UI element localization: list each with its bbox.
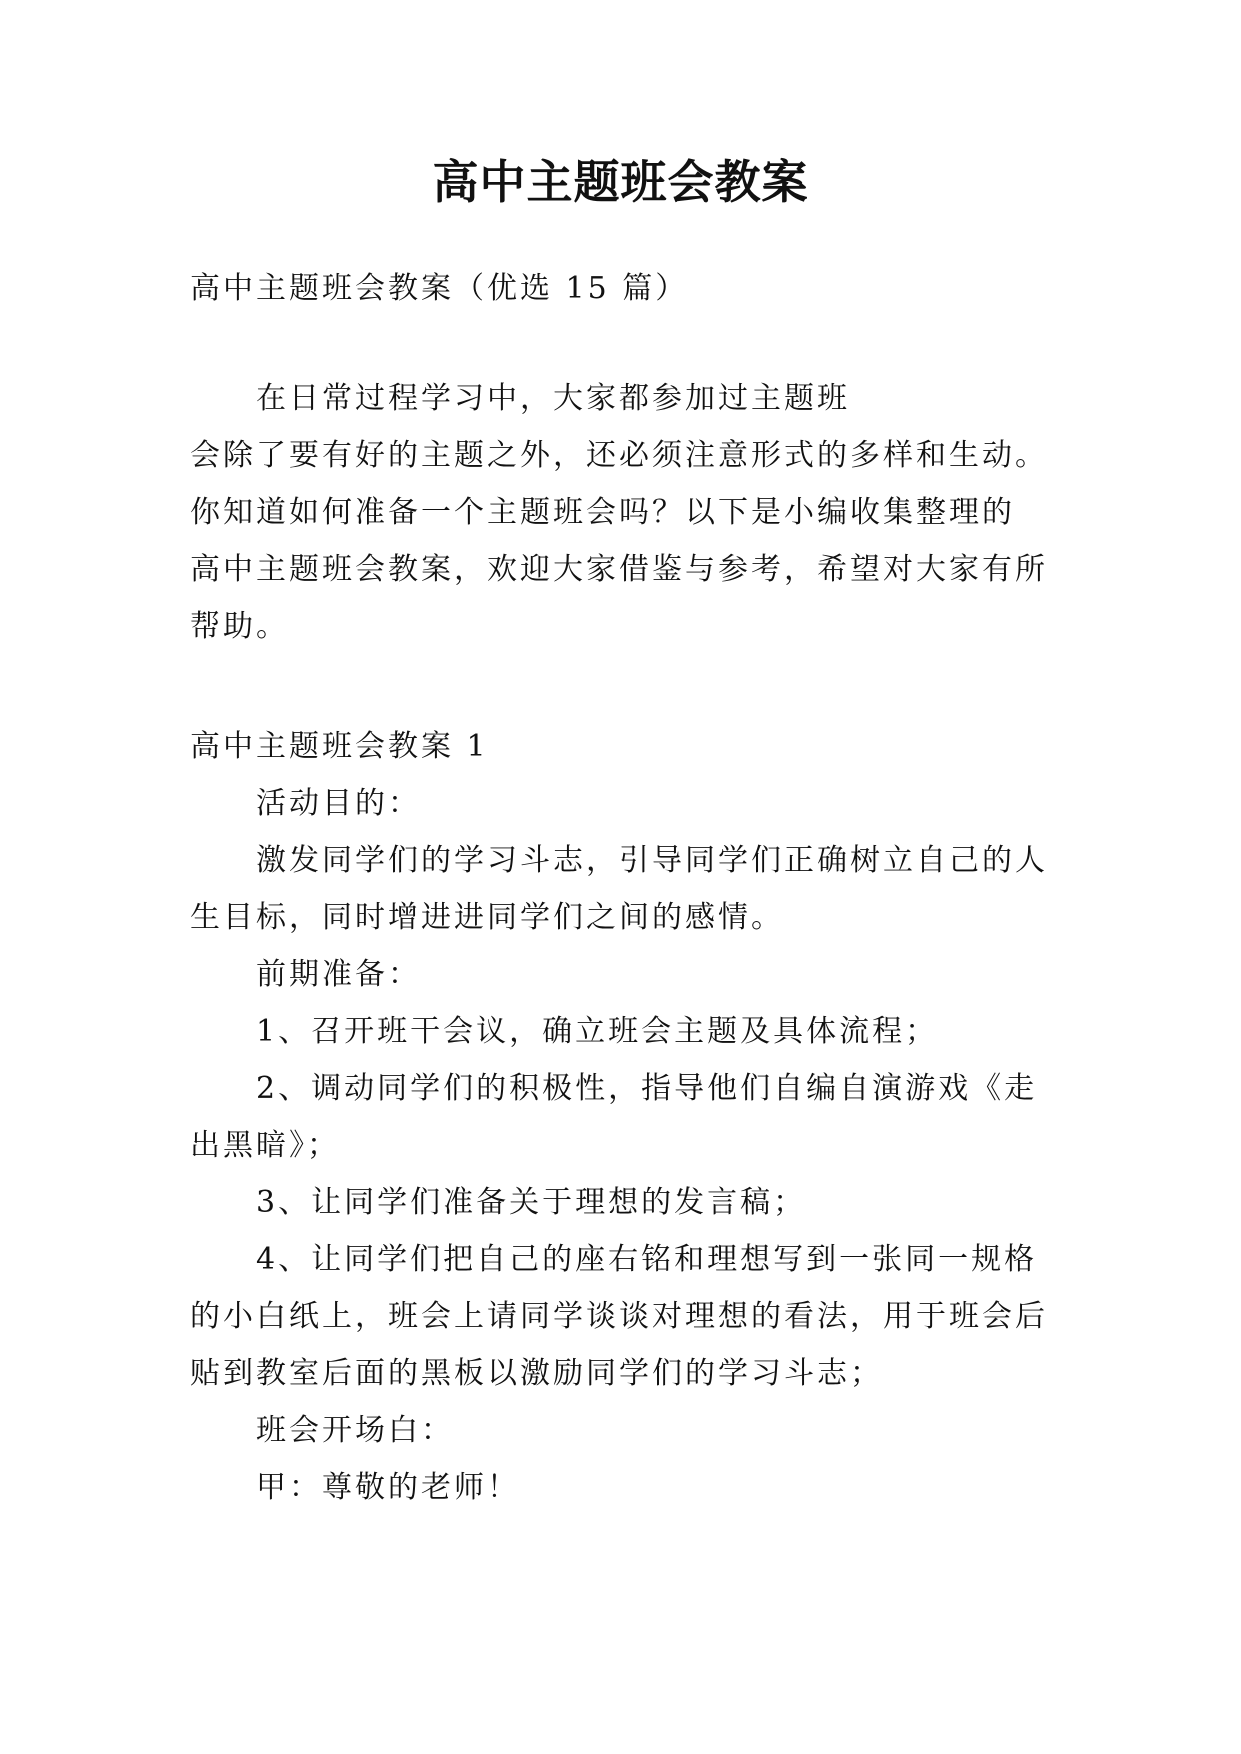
intro-line: 在日常过程学习中，大家都参加过主题班 (256, 381, 850, 416)
document-title: 高中主题班会教案 (432, 155, 809, 209)
intro-paragraph (190, 370, 1060, 655)
body-line: 2、调动同学们的积极性，指导他们自编自演游戏《走 (256, 1071, 1038, 1106)
body-line: 活动目的： (256, 786, 421, 821)
intro-line: 帮助。 (190, 609, 289, 644)
section-heading: 高中主题班会教案 1 (190, 729, 489, 764)
intro-line: 会除了要有好的主题之外，还必须注意形式的多样和生动。 (190, 438, 1048, 473)
subtitle-line: 高中主题班会教案（优选 15 篇） (190, 271, 689, 306)
section-body (190, 718, 1060, 1516)
body-line: 3、让同学们准备关于理想的发言稿； (256, 1185, 807, 1220)
body-line: 班会开场白： (256, 1413, 454, 1448)
intro-line: 你知道如何准备一个主题班会吗？以下是小编收集整理的 (190, 495, 1015, 530)
body-line: 的小白纸上，班会上请同学谈谈对理想的看法，用于班会后 (190, 1299, 1048, 1334)
body-line: 1、召开班干会议，确立班会主题及具体流程； (256, 1014, 939, 1049)
body-line: 前期准备： (256, 957, 421, 992)
body-line: 甲：尊敬的老师！ (256, 1470, 520, 1505)
intro-line: 高中主题班会教案，欢迎大家借鉴与参考，希望对大家有所 (190, 552, 1048, 587)
body-line: 贴到教室后面的黑板以激励同学们的学习斗志； (190, 1356, 883, 1391)
body-line: 激发同学们的学习斗志，引导同学们正确树立自己的人 (256, 843, 1048, 878)
body-line: 生目标，同时增进进同学们之间的感情。 (190, 900, 784, 935)
document-subtitle (190, 260, 1060, 317)
body-line: 出黑暗》； (190, 1128, 340, 1163)
body-line: 4、让同学们把自己的座右铭和理想写到一张同一规格 (256, 1242, 1038, 1277)
